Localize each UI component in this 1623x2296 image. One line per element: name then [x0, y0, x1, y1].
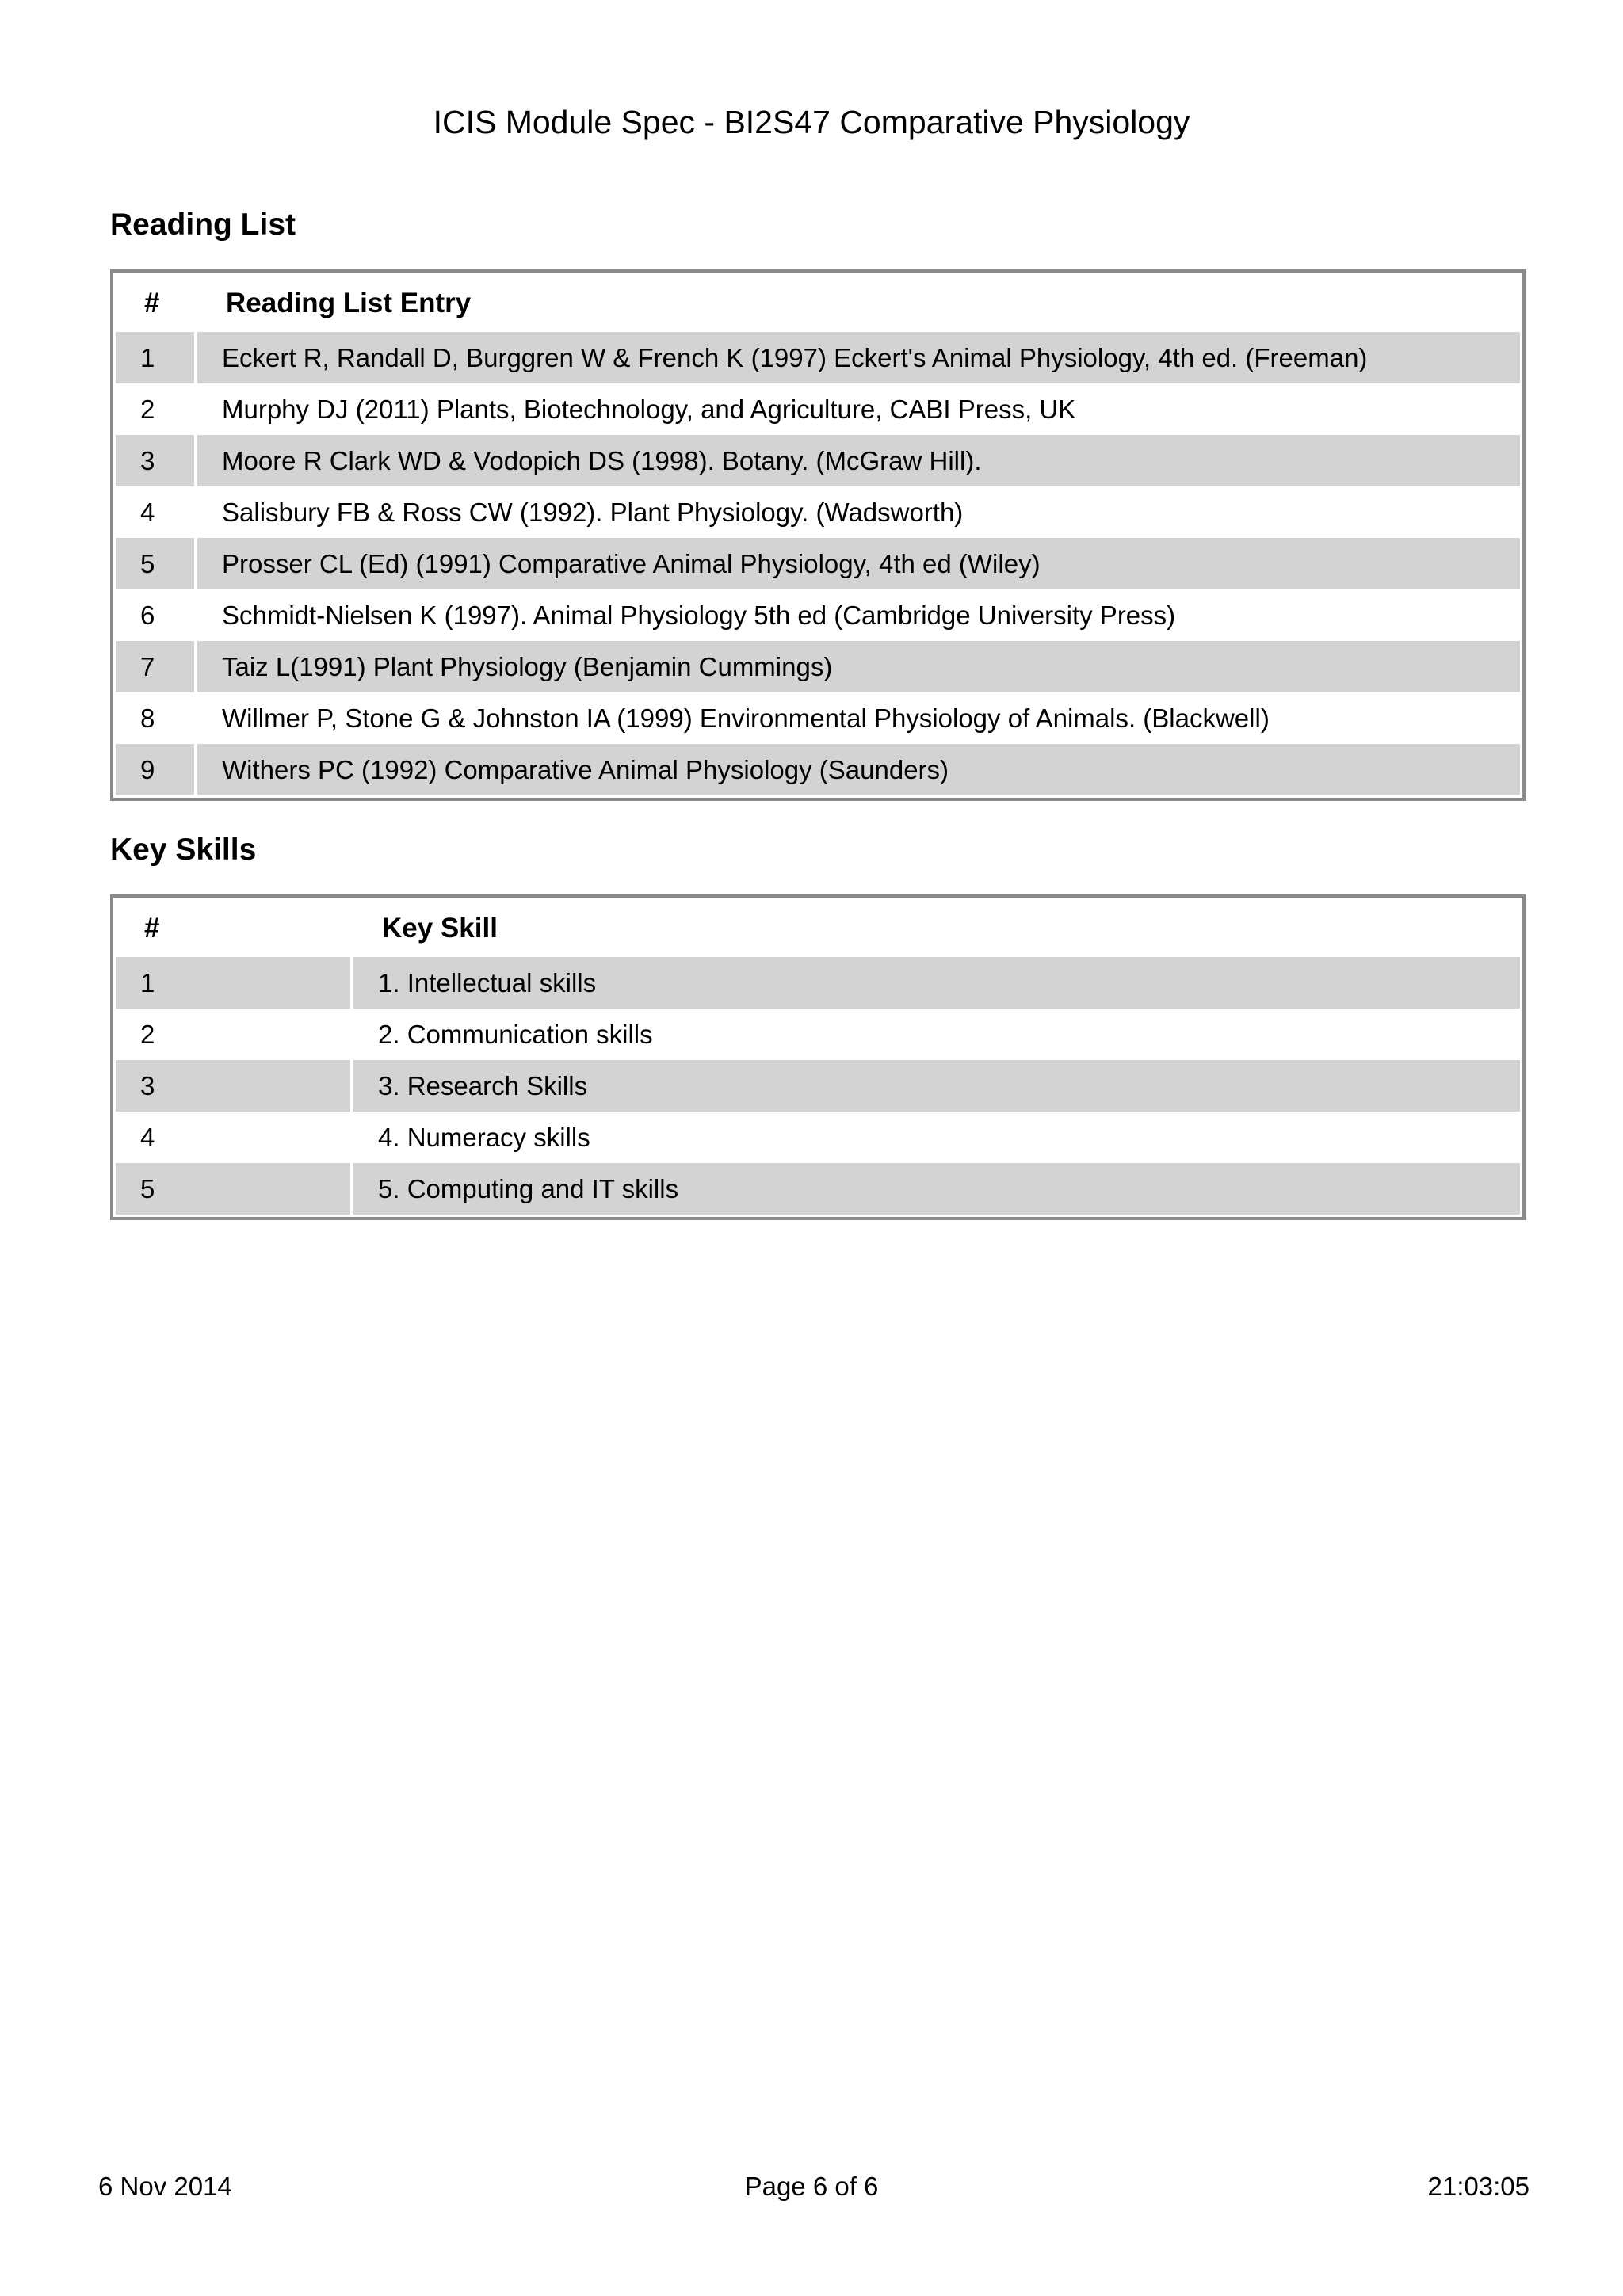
reading-list-entry: Taiz L(1991) Plant Physiology (Benjamin Cummings) — [197, 641, 1520, 692]
reading-list-heading: Reading List — [110, 208, 296, 242]
row-number: 9 — [116, 744, 197, 795]
key-skills-heading: Key Skills — [110, 833, 257, 867]
row-number: 6 — [116, 589, 197, 641]
footer-time: 21:03:05 — [1427, 2172, 1529, 2201]
footer-date: 6 Nov 2014 — [98, 2172, 232, 2201]
table-row — [116, 1112, 1520, 1163]
table-row — [116, 538, 1520, 589]
reading-list-col-number: # — [144, 288, 160, 318]
key-skills-col-number: # — [144, 913, 160, 944]
reading-list-entry: Moore R Clark WD & Vodopich DS (1998). Botany. (McGraw Hill). — [197, 435, 1520, 486]
row-number: 4 — [116, 486, 197, 538]
row-number: 5 — [116, 1163, 353, 1215]
table-row — [116, 589, 1520, 641]
row-number: 7 — [116, 641, 197, 692]
reading-list-entry: Eckert R, Randall D, Burggren W & French K (1997) Eckert's Animal Physiology, 4th ed. (Freeman) — [197, 332, 1520, 383]
table-row — [116, 435, 1520, 486]
table-row — [116, 383, 1520, 435]
table-row — [116, 744, 1520, 795]
key-skills-table — [110, 894, 1526, 1220]
reading-list-entry: Willmer P, Stone G & Johnston IA (1999) Environmental Physiology of Animals. (Blackwell) — [222, 703, 1270, 733]
row-number: 3 — [116, 435, 197, 486]
table-row — [116, 1163, 1520, 1215]
key-skills-col-skill: Key Skill — [382, 913, 498, 944]
reading-list-header-row — [116, 275, 1520, 332]
reading-list-entry: Murphy DJ (2011) Plants, Biotechnology, and Agriculture, CABI Press, UK — [222, 394, 1076, 424]
reading-list-entry: Withers PC (1992) Comparative Animal Physiology (Saunders) — [197, 744, 1520, 795]
row-number: 3 — [116, 1060, 353, 1112]
reading-list-col-entry: Reading List Entry — [226, 288, 472, 318]
reading-list-entry: Prosser CL (Ed) (1991) Comparative Animal Physiology, 4th ed (Wiley) — [197, 538, 1520, 589]
reading-list-table — [110, 269, 1526, 801]
table-row — [116, 641, 1520, 692]
row-number: 2 — [116, 1009, 353, 1060]
row-number: 2 — [116, 383, 197, 435]
table-row — [116, 332, 1520, 383]
table-row — [116, 486, 1520, 538]
row-number: 5 — [116, 538, 197, 589]
key-skills-header-row — [116, 900, 1520, 957]
table-row — [116, 957, 1520, 1009]
row-number: 1 — [116, 332, 197, 383]
key-skill: 2. Communication skills — [378, 1019, 653, 1049]
table-row — [116, 692, 1520, 744]
table-row — [116, 1009, 1520, 1060]
table-row — [116, 1060, 1520, 1112]
reading-list-entry: Schmidt-Nielsen K (1997). Animal Physiology 5th ed (Cambridge University Press) — [222, 600, 1176, 630]
footer-page-number: Page 6 of 6 — [744, 2172, 879, 2201]
key-skill: 4. Numeracy skills — [378, 1122, 590, 1152]
page-title: ICIS Module Spec - BI2S47 Comparative Physiology — [433, 104, 1190, 140]
key-skill: 3. Research Skills — [353, 1060, 1520, 1112]
key-skill: 5. Computing and IT skills — [353, 1163, 1520, 1215]
row-number: 4 — [116, 1112, 353, 1163]
key-skill: 1. Intellectual skills — [353, 957, 1520, 1009]
row-number: 8 — [116, 692, 197, 744]
reading-list-entry: Salisbury FB & Ross CW (1992). Plant Physiology. (Wadsworth) — [222, 497, 964, 527]
row-number: 1 — [116, 957, 353, 1009]
